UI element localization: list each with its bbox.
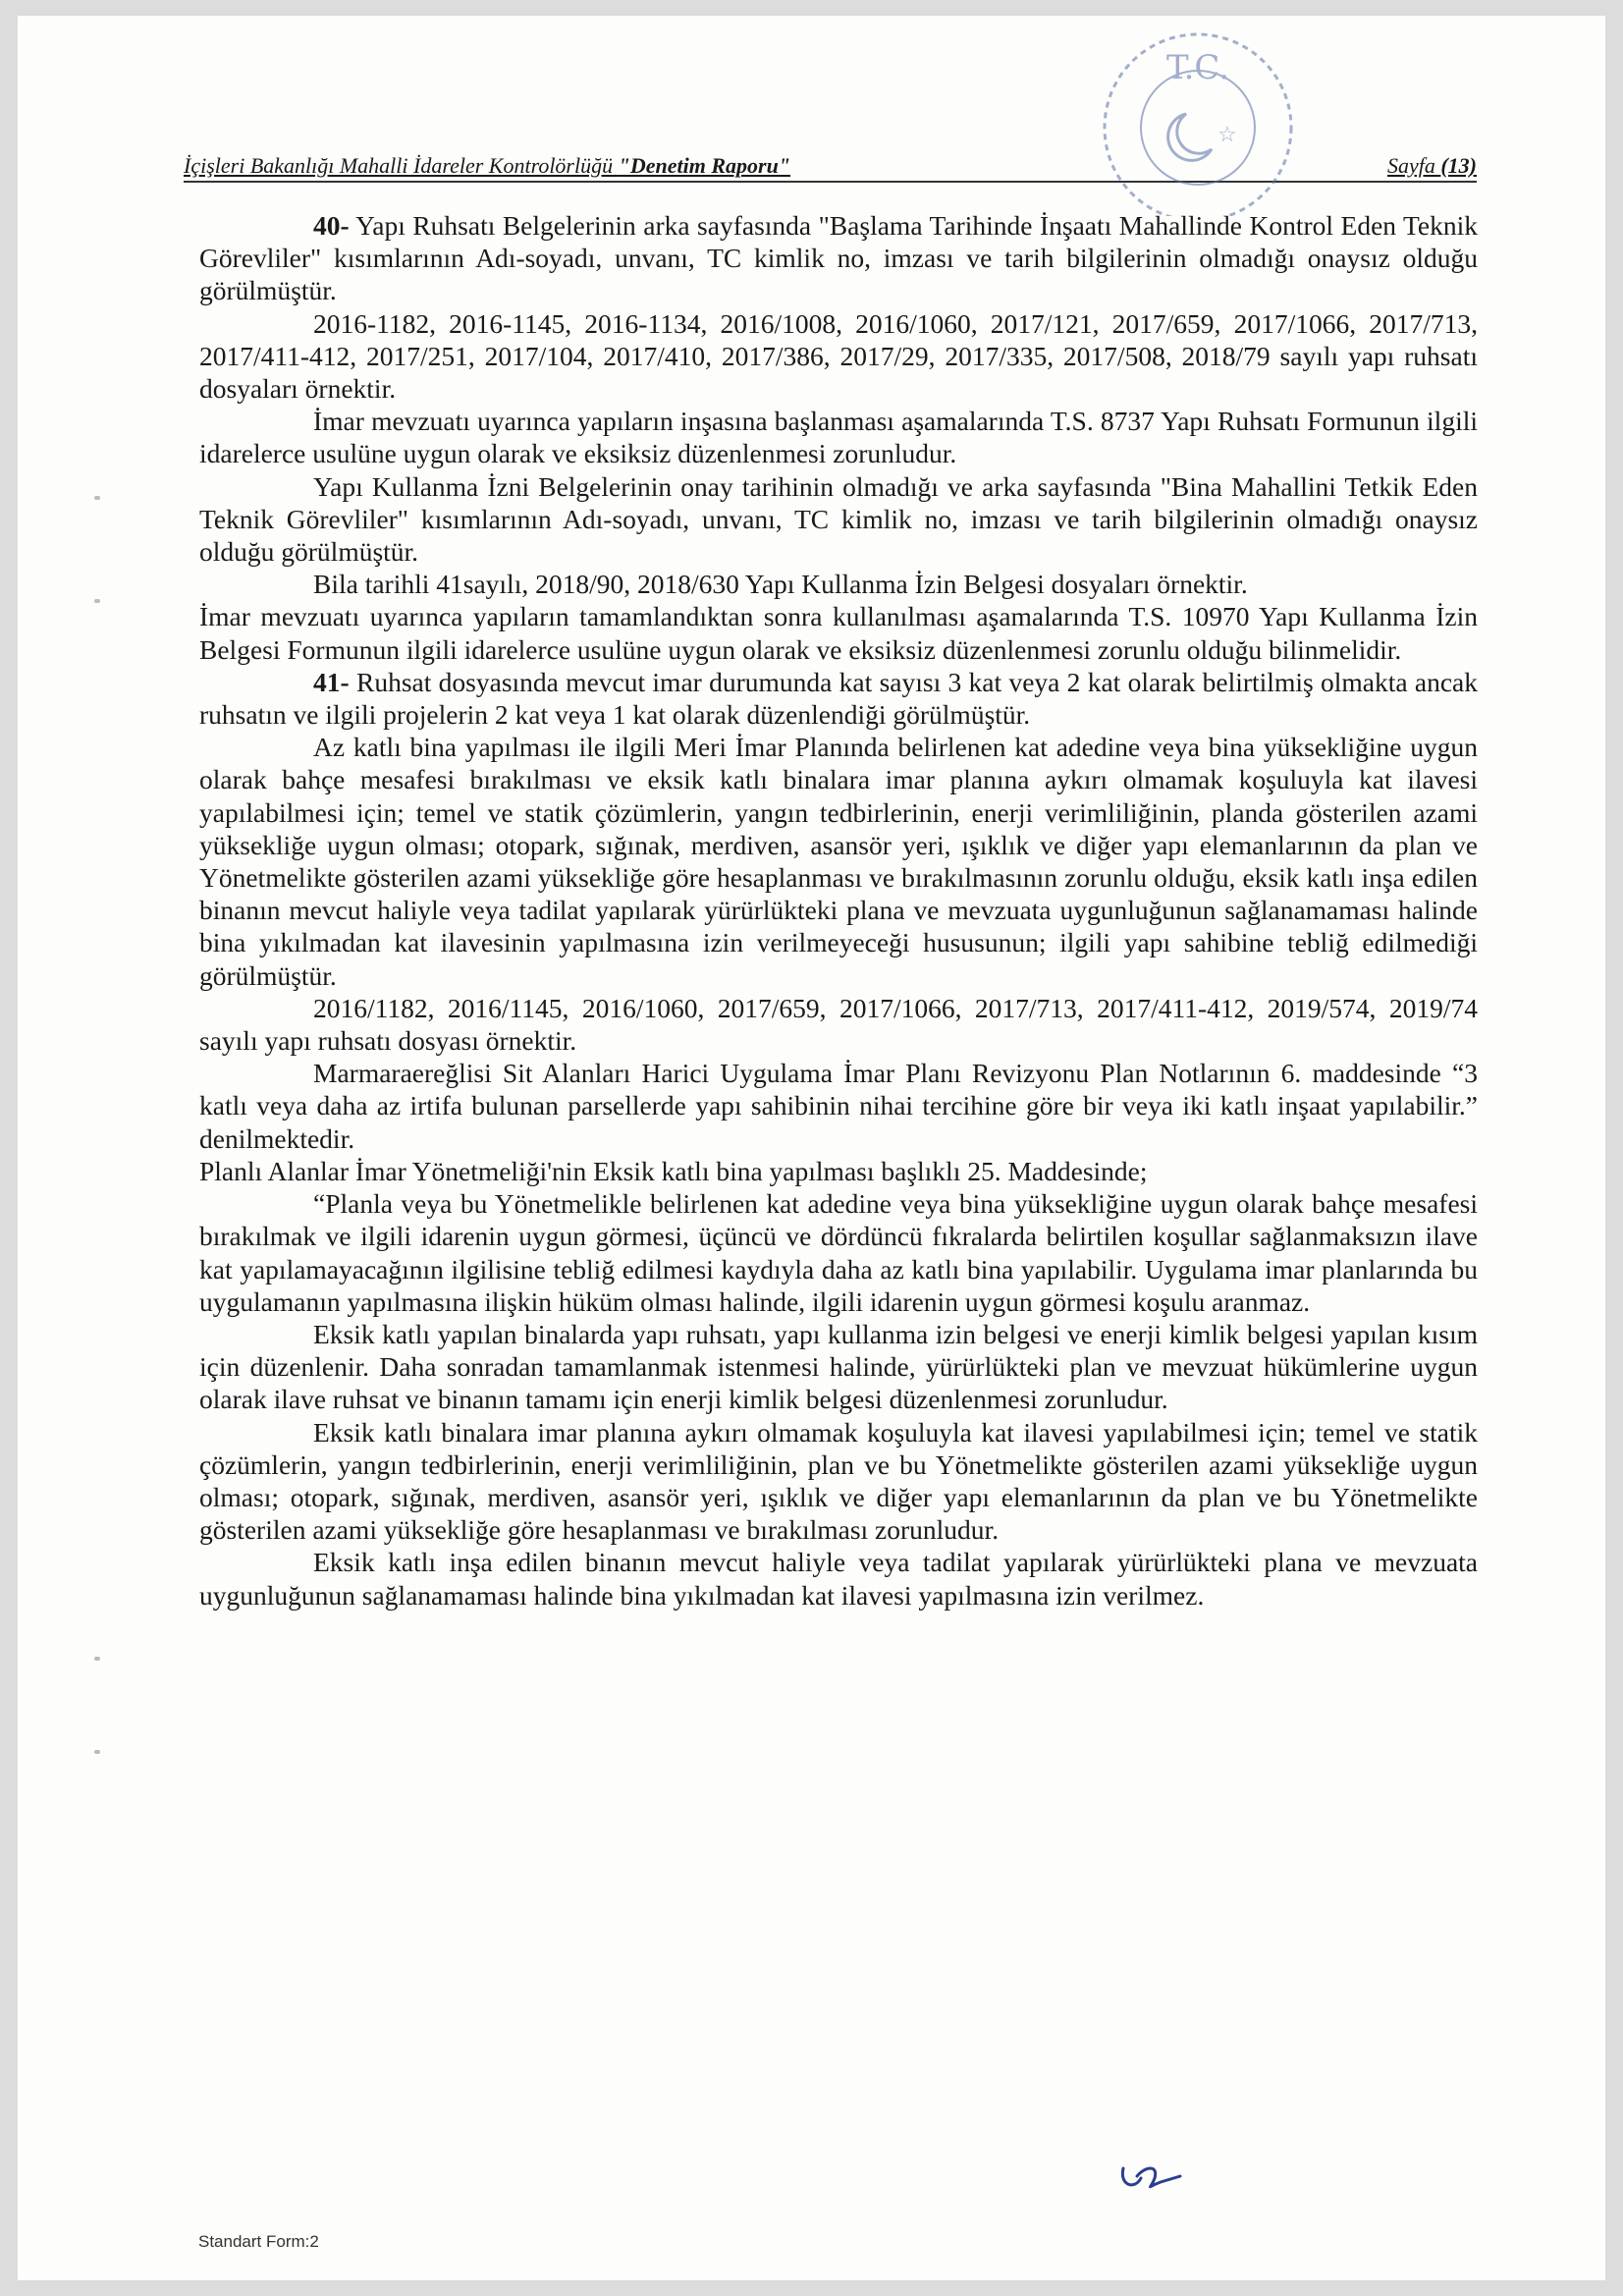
paragraph-text: Bila tarihli 41sayılı, 2018/90, 2018/630 Yapı Kullanma İzin Belgesi dosyaları örnektir.: [313, 569, 1248, 600]
paragraph-text: 2016-1182, 2016-1145, 2016-1134, 2016/1008, 2016/1060, 2017/121, 2017/659, 2017/1066, 2017/713, 2017/411-412, 2017/251, 2017/104, 2017/410, 2017/386, 2017/29, 2017/335, 2017/508, 2018/79 sayılı yapı ruhsatı dosyaları örnektir.: [199, 307, 1478, 405]
paragraph: [199, 731, 1478, 992]
header-report-title: İçişleri Bakanlığı Mahalli İdareler Kontrolörlüğü "Denetim Raporu": [184, 153, 791, 178]
paragraph: [199, 1318, 1478, 1416]
paragraph: [199, 209, 1478, 307]
paragraph-text: Eksik katlı inşa edilen binanın mevcut haliyle veya tadilat yapılarak yürürlükteki plana ve mevzuata uygunluğunun sağlanamaması halinde bina yıkılmadan kat ilavesi yapılmasına izin verilmez.: [199, 1547, 1478, 1611]
item-number: 40-: [313, 210, 350, 241]
paragraph: [199, 470, 1478, 569]
paragraph-text: Yapı Ruhsatı Belgelerinin arka sayfasında "Başlama Tarihinde İnşaatı Mahallinde Kontrol Eden Teknik Görevliler" kısımlarının Adı-soyadı, unvanı, TC kimlik no, imzası ve tarih bilgilerinin olmadığı onaysız olduğu görülmüştür.: [199, 210, 1478, 306]
paragraph-text: Planlı Alanlar İmar Yönetmeliği'nin Eksik katlı bina yapılması başlıklı 25. Maddesinde;: [199, 1155, 1148, 1186]
paragraph-text: Ruhsat dosyasında mevcut imar durumunda kat sayısı 3 kat veya 2 kat olarak belirtilmiş olmakta ancak ruhsatın ve ilgili projelerin 2 kat veya 1 kat olarak düzenlendiği görülmüştür.: [199, 666, 1478, 731]
svg-text:☆: ☆: [1217, 122, 1237, 146]
scan-mark: [94, 1750, 100, 1754]
footer-form-label: Standart Form:2: [198, 2232, 319, 2251]
paragraph: [199, 992, 1478, 1057]
paragraph-text: Marmaraereğlisi Sit Alanları Harici Uygulama İmar Planı Revizyonu Plan Notlarının 6. maddesinde “3 katlı veya daha az irtifa bulunan parsellerde yapı sahibinin nihai tercihine göre bir veya iki katlı inşaat yapılabilir.” denilmektedir.: [199, 1058, 1478, 1154]
paragraph: [199, 1546, 1478, 1611]
paragraph: [199, 405, 1478, 469]
paragraph: [199, 568, 1478, 600]
scan-mark: [94, 599, 100, 603]
scan-mark: [94, 1657, 100, 1661]
paragraph: [199, 307, 1478, 406]
paragraph-text: İmar mevzuatı uyarınca yapıların inşasına başlanması aşamalarında T.S. 8737 Yapı Ruhsatı Formunun ilgili idarelerce usulüne uygun olarak ve eksiksiz düzenlenmesi zorunludur.: [199, 406, 1478, 469]
handwritten-initials: [1115, 2157, 1194, 2196]
paragraph: [199, 1187, 1478, 1318]
item-number: 41-: [313, 666, 350, 697]
paragraph-text: 2016/1182, 2016/1145, 2016/1060, 2017/659, 2017/1066, 2017/713, 2017/411-412, 2019/574, 2019/74 sayılı yapı ruhsatı dosyası örnektir.: [199, 992, 1478, 1057]
paragraph: [199, 1155, 1478, 1187]
paragraph-text: İmar mevzuatı uyarınca yapıların tamamlandıktan sonra kullanılması aşamalarında T.S. 10970 Yapı Kullanma İzin Belgesi Formunun ilgili idarelerce usulüne uygun olarak ve eksiksiz düzenlenmesi zorunlu olduğu bilinmelidir.: [199, 601, 1478, 665]
paragraph-text: Yapı Kullanma İzni Belgelerinin onay tarihinin olmadığı ve arka sayfasında "Bina Mahallini Tetkik Eden Teknik Görevliler" kısımlarının Adı-soyadı, unvanı, TC kimlik no, imzası ve tarih bilgilerinin olmadığı onaysız olduğu görülmüştür.: [199, 470, 1478, 568]
paragraph: [199, 666, 1478, 731]
header-page-number: Sayfa (13): [1386, 153, 1477, 178]
paragraph-text: Eksik katlı yapılan binalarda yapı ruhsatı, yapı kullanma izin belgesi ve enerji kimlik belgesi yapılan kısım için düzenlenir. Daha sonradan tamamlanmak istenmesi halinde, yürürlükteki plan ve mevzuat hükümlerine uygun olarak ilave ruhsat ve binanın tamamı için enerji kimlik belgesi düzenlenmesi zorunludur.: [199, 1318, 1478, 1415]
paragraph-text: Az katlı bina yapılması ile ilgili Meri İmar Planında belirlenen kat adedine veya bina yüksekliğine uygun olarak bahçe mesafesi bırakılması ve eksik katlı binalara imar planına aykırı olmamak koşuluyla kat ilavesi yapılabilmesi için; temel ve statik çözümlerin, yangın tedbirlerinin, enerji verimliliğinin, planda gösterilen azami yüksekliğe uygun olması; otopark, sığınak, merdiven, asansör yeri, ışıklık ve diğer yapı elemanlarının da plan ve Yönetmelikte gösterilen azami yüksekliğe göre hesaplanması ve bırakılmasının zorunlu olduğu, eksik katlı inşa edilen binanın mevcut haliyle veya tadilat yapılarak yürürlükteki plana ve mevzuata uygunluğunun sağlanamaması halinde bina yıkılmadan kat ilavesinin yapılmasına izin verilmeyeceği hususunun; ilgili yapı sahibine tebliğ edilmediği görülmüştür.: [199, 732, 1478, 991]
paragraph: [199, 600, 1478, 665]
paragraph: [199, 1057, 1478, 1155]
report-body: [199, 209, 1478, 1612]
paragraph-text: “Planla veya bu Yönetmelikle belirlenen kat adedine veya bina yüksekliğine uygun olarak bahçe mesafesi bırakılmak ve ilgili idarenin uygun görmesi, üçüncü ve dördüncü fıkralarda belirtilen koşullar sağlanmaksızın ilave kat yapılamayacağının ilgilisine tebliğ edilmesi kaydıyla daha az katlı bina yapılabilir. Uygulama imar planlarında bu uygulamanın yapılmasına ilişkin hüküm olması halinde, ilgili idarenin uygun görmesi koşulu aranmaz.: [199, 1188, 1478, 1317]
scan-mark: [94, 496, 100, 500]
svg-text:T.C.: T.C.: [1165, 48, 1230, 87]
paragraph: [199, 1416, 1478, 1547]
official-seal-stamp: [1060, 20, 1335, 216]
paragraph-text: Eksik katlı binalara imar planına aykırı olmamak koşuluyla kat ilavesi yapılabilmesi için; temel ve statik çözümlerin, yangın tedbirlerinin, enerji verimliliğinin, plan ve bu Yönetmelikte gösterilen azami yüksekliğe uygun olması; otopark, sığınak, merdiven, asansör yeri, ışıklık ve diğer yapı elemanlarının da plan ve bu Yönetmelikte gösterilen azami yüksekliğe göre hesaplanması ve bırakılması zorunludur.: [199, 1416, 1478, 1546]
